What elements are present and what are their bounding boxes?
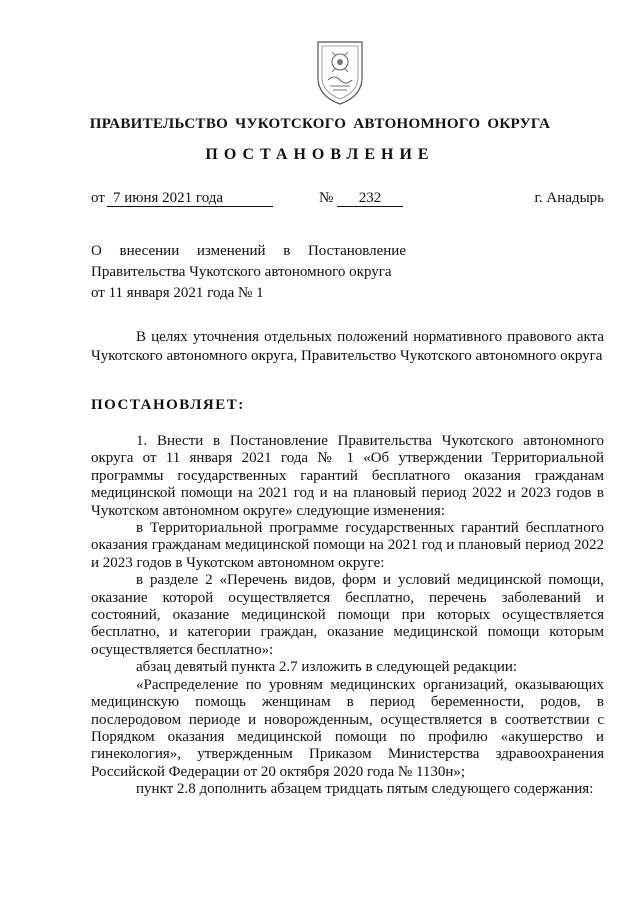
government-title: ПРАВИТЕЛЬСТВО ЧУКОТСКОГО АВТОНОМНОГО ОКРУГА [89, 116, 551, 132]
subject-word: внесении [119, 243, 180, 259]
subject-word: Постановление [307, 243, 406, 259]
body-paragraph: в разделе 2 «Перечень видов, форм и условий медицинской помощи, оказание которой осуществляется бесплатно, перечень заболеваний и состояний, оказание медицинской помощи при которых осуществляется бесплатно, и категории граждан, оказание медицинской помощи которым осуществляется бесплатно»: [91, 572, 604, 658]
document-number: 232 [337, 190, 403, 207]
document-body [91, 433, 604, 799]
body-paragraph: в Территориальной программе государственных гарантий бесплатного оказания гражданам медицинской помощи на 2021 год и плановый период 2022 и 2023 годов в Чукотском автономном округе: [91, 520, 604, 571]
document-type-title: ПОСТАНОВЛЕНИЕ [205, 146, 435, 163]
document-meta-row [91, 190, 604, 210]
subject-line-1 [91, 241, 406, 262]
date-prefix-label: от [91, 190, 105, 206]
document-subject [91, 241, 406, 304]
subject-line-2: Правительства Чукотского автономного округа [91, 264, 392, 280]
body-paragraph: 1. Внести в Постановление Правительства Чукотского автономного округа от 11 января 2021 года № 1 «Об утверждении Территориальной программы государственных гарантий бесплатного оказания гражданам медицинской помощи на 2021 год и на плановый период 2022 и 2023 годов в Чукотском автономном округе» следующие изменения: [91, 433, 604, 519]
subject-word: изменений [196, 243, 266, 259]
document-city: г. Анадырь [534, 190, 604, 206]
document-date: 7 июня 2021 года [107, 190, 273, 207]
subject-line-3: от 11 января 2021 года № 1 [91, 285, 264, 301]
subject-word: в [283, 243, 291, 259]
subject-word: О [91, 243, 102, 259]
body-paragraph: «Распределение по уровням медицинских организаций, оказывающих медицинскую помощь женщинам в период беременности, родов, в послеродовом периоде и новорожденным, осуществляется в соответствии с Порядком оказания медицинской помощи по профилю «акушерство и гинекология», утвержденным Приказом Министерства здравоохранения Российской Федерации от 20 октября 2020 года № 1130н»; [91, 676, 604, 780]
coat-of-arms-icon [314, 36, 366, 106]
decree-heading: ПОСТАНОВЛЯЕТ: [91, 397, 245, 413]
body-paragraph: абзац девятый пункта 2.7 изложить в следующей редакции: [136, 659, 518, 676]
number-sign-label: № [319, 190, 334, 206]
body-paragraph: пункт 2.8 дополнить абзацем тридцать пятым следующего содержания: [136, 781, 594, 798]
preamble-paragraph: В целях уточнения отдельных положений нормативного правового акта Чукотского автономного округа, Правительство Чукотского автономного округа [91, 329, 604, 364]
